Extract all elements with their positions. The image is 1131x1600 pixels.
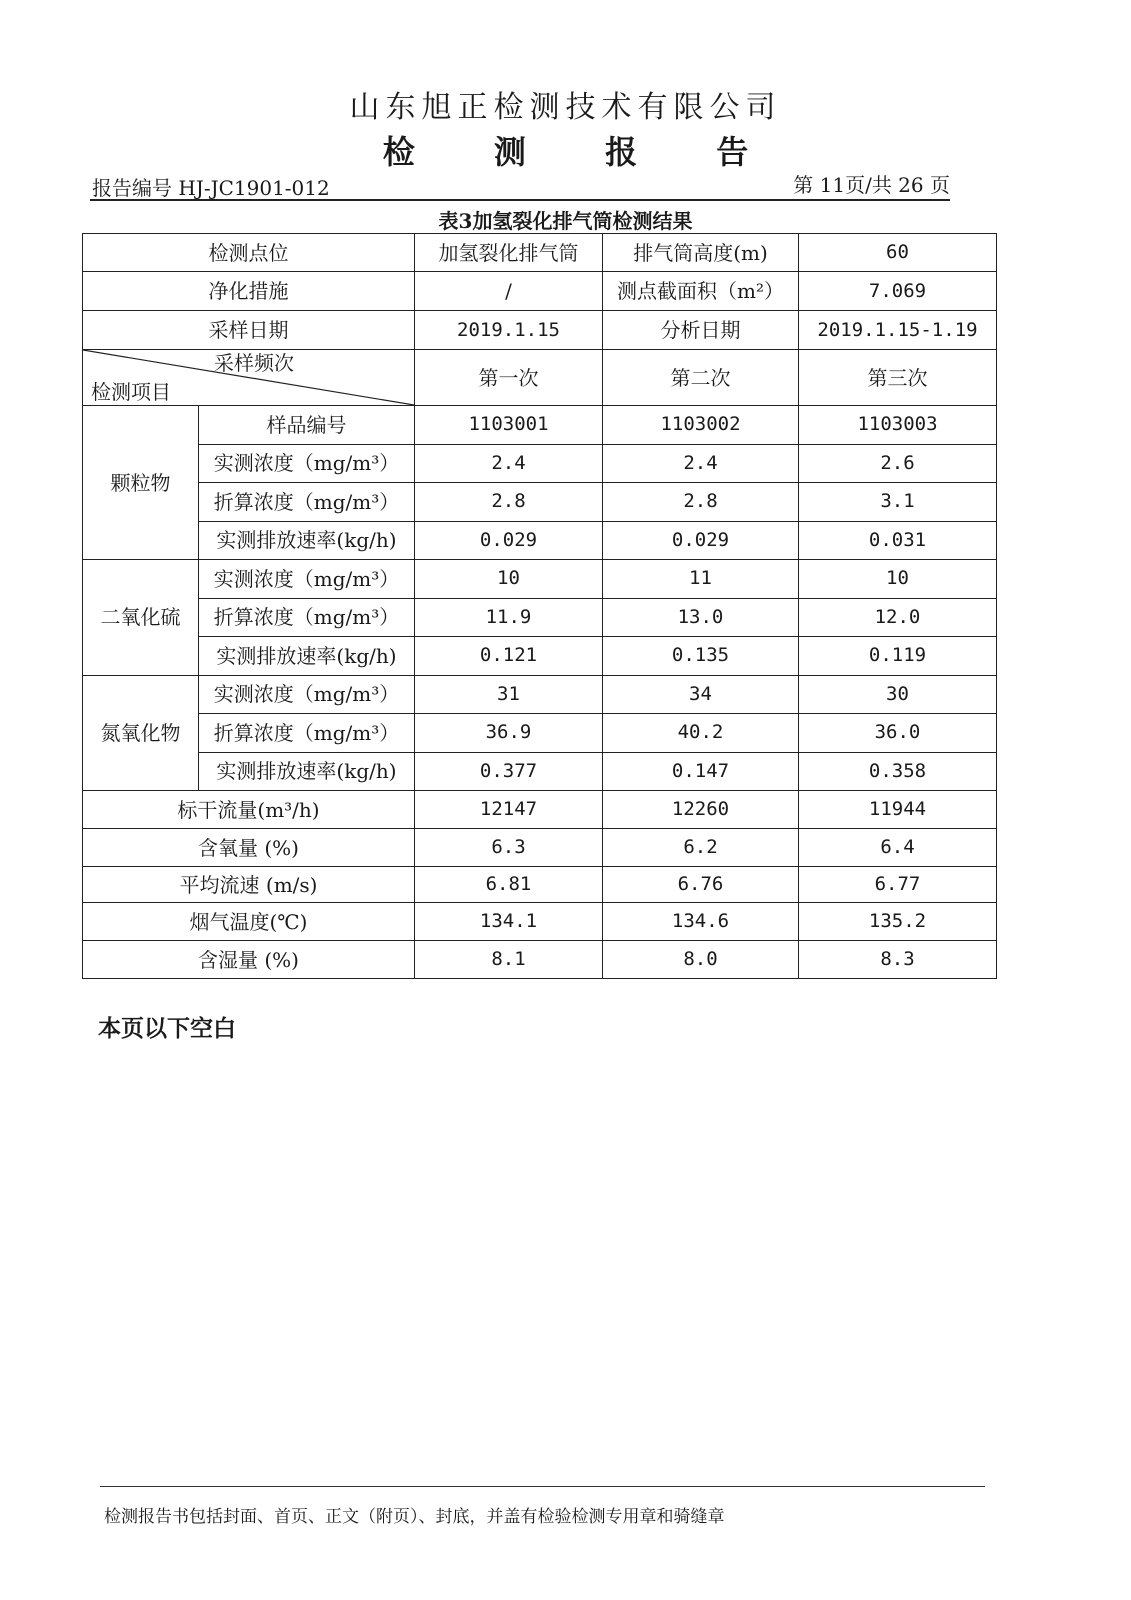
measurement-value: 30 (799, 675, 997, 714)
diagonal-top-label: 采样频次 (214, 351, 294, 375)
measurement-row (83, 560, 997, 599)
frequency-header-row (83, 350, 997, 406)
info-value: 60 (799, 234, 997, 272)
summary-value: 6.4 (799, 829, 997, 867)
pollutant-group-label: 氮氧化物 (83, 675, 199, 791)
measurement-label: 样品编号 (199, 406, 415, 445)
info-value: / (415, 272, 603, 311)
measurement-value: 12.0 (799, 598, 997, 637)
results-table (82, 233, 997, 979)
measurement-value: 0.377 (415, 752, 603, 791)
measurement-value: 11.9 (415, 598, 603, 637)
measurement-value: 0.147 (603, 752, 799, 791)
summary-value: 6.77 (799, 867, 997, 903)
measurement-value: 1103002 (603, 406, 799, 445)
measurement-value: 3.1 (799, 483, 997, 522)
measurement-row (83, 406, 997, 445)
measurement-label: 折算浓度（mg/m³） (199, 483, 415, 522)
diagonal-header-cell (83, 350, 415, 406)
summary-label: 标干流量(m³/h) (83, 791, 415, 829)
info-row (83, 234, 997, 272)
measurement-label: 实测浓度（mg/m³） (199, 560, 415, 599)
summary-value: 6.3 (415, 829, 603, 867)
measurement-value: 1103001 (415, 406, 603, 445)
info-label: 测点截面积（m²） (603, 272, 799, 311)
measurement-row (83, 637, 997, 676)
diagonal-bottom-label: 检测项目 (91, 380, 171, 404)
measurement-value: 0.135 (603, 637, 799, 676)
measurement-value: 10 (415, 560, 603, 599)
document-title: 检 测 报 告 (382, 133, 783, 171)
summary-value: 6.2 (603, 829, 799, 867)
page-number: 第 11页/共 26 页 (793, 173, 950, 197)
footer-note: 检测报告书包括封面、首页、正文（附页）、封底，并盖有检验检测专用章和骑缝章 (104, 1507, 725, 1527)
measurement-value: 40.2 (603, 714, 799, 753)
measurement-row (83, 675, 997, 714)
info-label: 净化措施 (83, 272, 415, 311)
summary-value: 8.3 (799, 941, 997, 979)
measurement-value: 36.0 (799, 714, 997, 753)
info-label: 排气筒高度(m) (603, 234, 799, 272)
pollutant-group-label: 二氧化硫 (83, 560, 199, 676)
measurement-value: 0.029 (415, 521, 603, 560)
info-value: 2019.1.15-1.19 (799, 311, 997, 350)
summary-row (83, 791, 997, 829)
info-value: 7.069 (799, 272, 997, 311)
summary-label: 平均流速 (m/s) (83, 867, 415, 903)
info-row (83, 272, 997, 311)
summary-row (83, 903, 997, 941)
measurement-value: 1103003 (799, 406, 997, 445)
info-label: 分析日期 (603, 311, 799, 350)
measurement-value: 2.4 (603, 444, 799, 483)
measurement-value: 0.358 (799, 752, 997, 791)
info-label: 采样日期 (83, 311, 415, 350)
summary-value: 134.1 (415, 903, 603, 941)
summary-value: 134.6 (603, 903, 799, 941)
blank-below-note: 本页以下空白 (98, 1015, 236, 1042)
measurement-label: 折算浓度（mg/m³） (199, 714, 415, 753)
measurement-value: 2.6 (799, 444, 997, 483)
frequency-header: 第一次 (415, 350, 603, 406)
summary-label: 含氧量 (%) (83, 829, 415, 867)
summary-row (83, 867, 997, 903)
summary-value: 6.81 (415, 867, 603, 903)
summary-label: 烟气温度(℃) (83, 903, 415, 941)
summary-value: 12147 (415, 791, 603, 829)
info-value: 2019.1.15 (415, 311, 603, 350)
measurement-value: 10 (799, 560, 997, 599)
summary-row (83, 829, 997, 867)
measurement-value: 31 (415, 675, 603, 714)
info-value: 加氢裂化排气筒 (415, 234, 603, 272)
measurement-value: 36.9 (415, 714, 603, 753)
measurement-row (83, 752, 997, 791)
measurement-row (83, 598, 997, 637)
header-rule (90, 199, 950, 201)
summary-value: 11944 (799, 791, 997, 829)
summary-value: 6.76 (603, 867, 799, 903)
measurement-value: 0.029 (603, 521, 799, 560)
table-caption: 表3加氢裂化排气筒检测结果 (438, 209, 693, 233)
measurement-label: 实测排放速率(kg/h) (199, 521, 415, 560)
measurement-value: 0.121 (415, 637, 603, 676)
summary-value: 135.2 (799, 903, 997, 941)
measurement-label: 实测浓度（mg/m³） (199, 444, 415, 483)
measurement-row (83, 483, 997, 522)
company-name: 山东旭正检测技术有限公司 (349, 90, 782, 125)
frequency-header: 第三次 (799, 350, 997, 406)
report-number: 报告编号 HJ-JC1901-012 (92, 176, 330, 200)
measurement-value: 2.4 (415, 444, 603, 483)
summary-value: 8.0 (603, 941, 799, 979)
measurement-row (83, 521, 997, 560)
measurement-value: 11 (603, 560, 799, 599)
info-row (83, 311, 997, 350)
summary-row (83, 941, 997, 979)
pollutant-group-label: 颗粒物 (83, 406, 199, 560)
measurement-label: 实测排放速率(kg/h) (199, 752, 415, 791)
measurement-label: 实测排放速率(kg/h) (199, 637, 415, 676)
measurement-value: 0.031 (799, 521, 997, 560)
info-label: 检测点位 (83, 234, 415, 272)
measurement-value: 34 (603, 675, 799, 714)
summary-label: 含湿量 (%) (83, 941, 415, 979)
measurement-value: 2.8 (603, 483, 799, 522)
measurement-row (83, 714, 997, 753)
measurement-value: 13.0 (603, 598, 799, 637)
measurement-value: 0.119 (799, 637, 997, 676)
frequency-header: 第二次 (603, 350, 799, 406)
summary-value: 8.1 (415, 941, 603, 979)
measurement-label: 实测浓度（mg/m³） (199, 675, 415, 714)
measurement-value: 2.8 (415, 483, 603, 522)
footer-rule (100, 1486, 985, 1487)
measurement-label: 折算浓度（mg/m³） (199, 598, 415, 637)
measurement-row (83, 444, 997, 483)
summary-value: 12260 (603, 791, 799, 829)
